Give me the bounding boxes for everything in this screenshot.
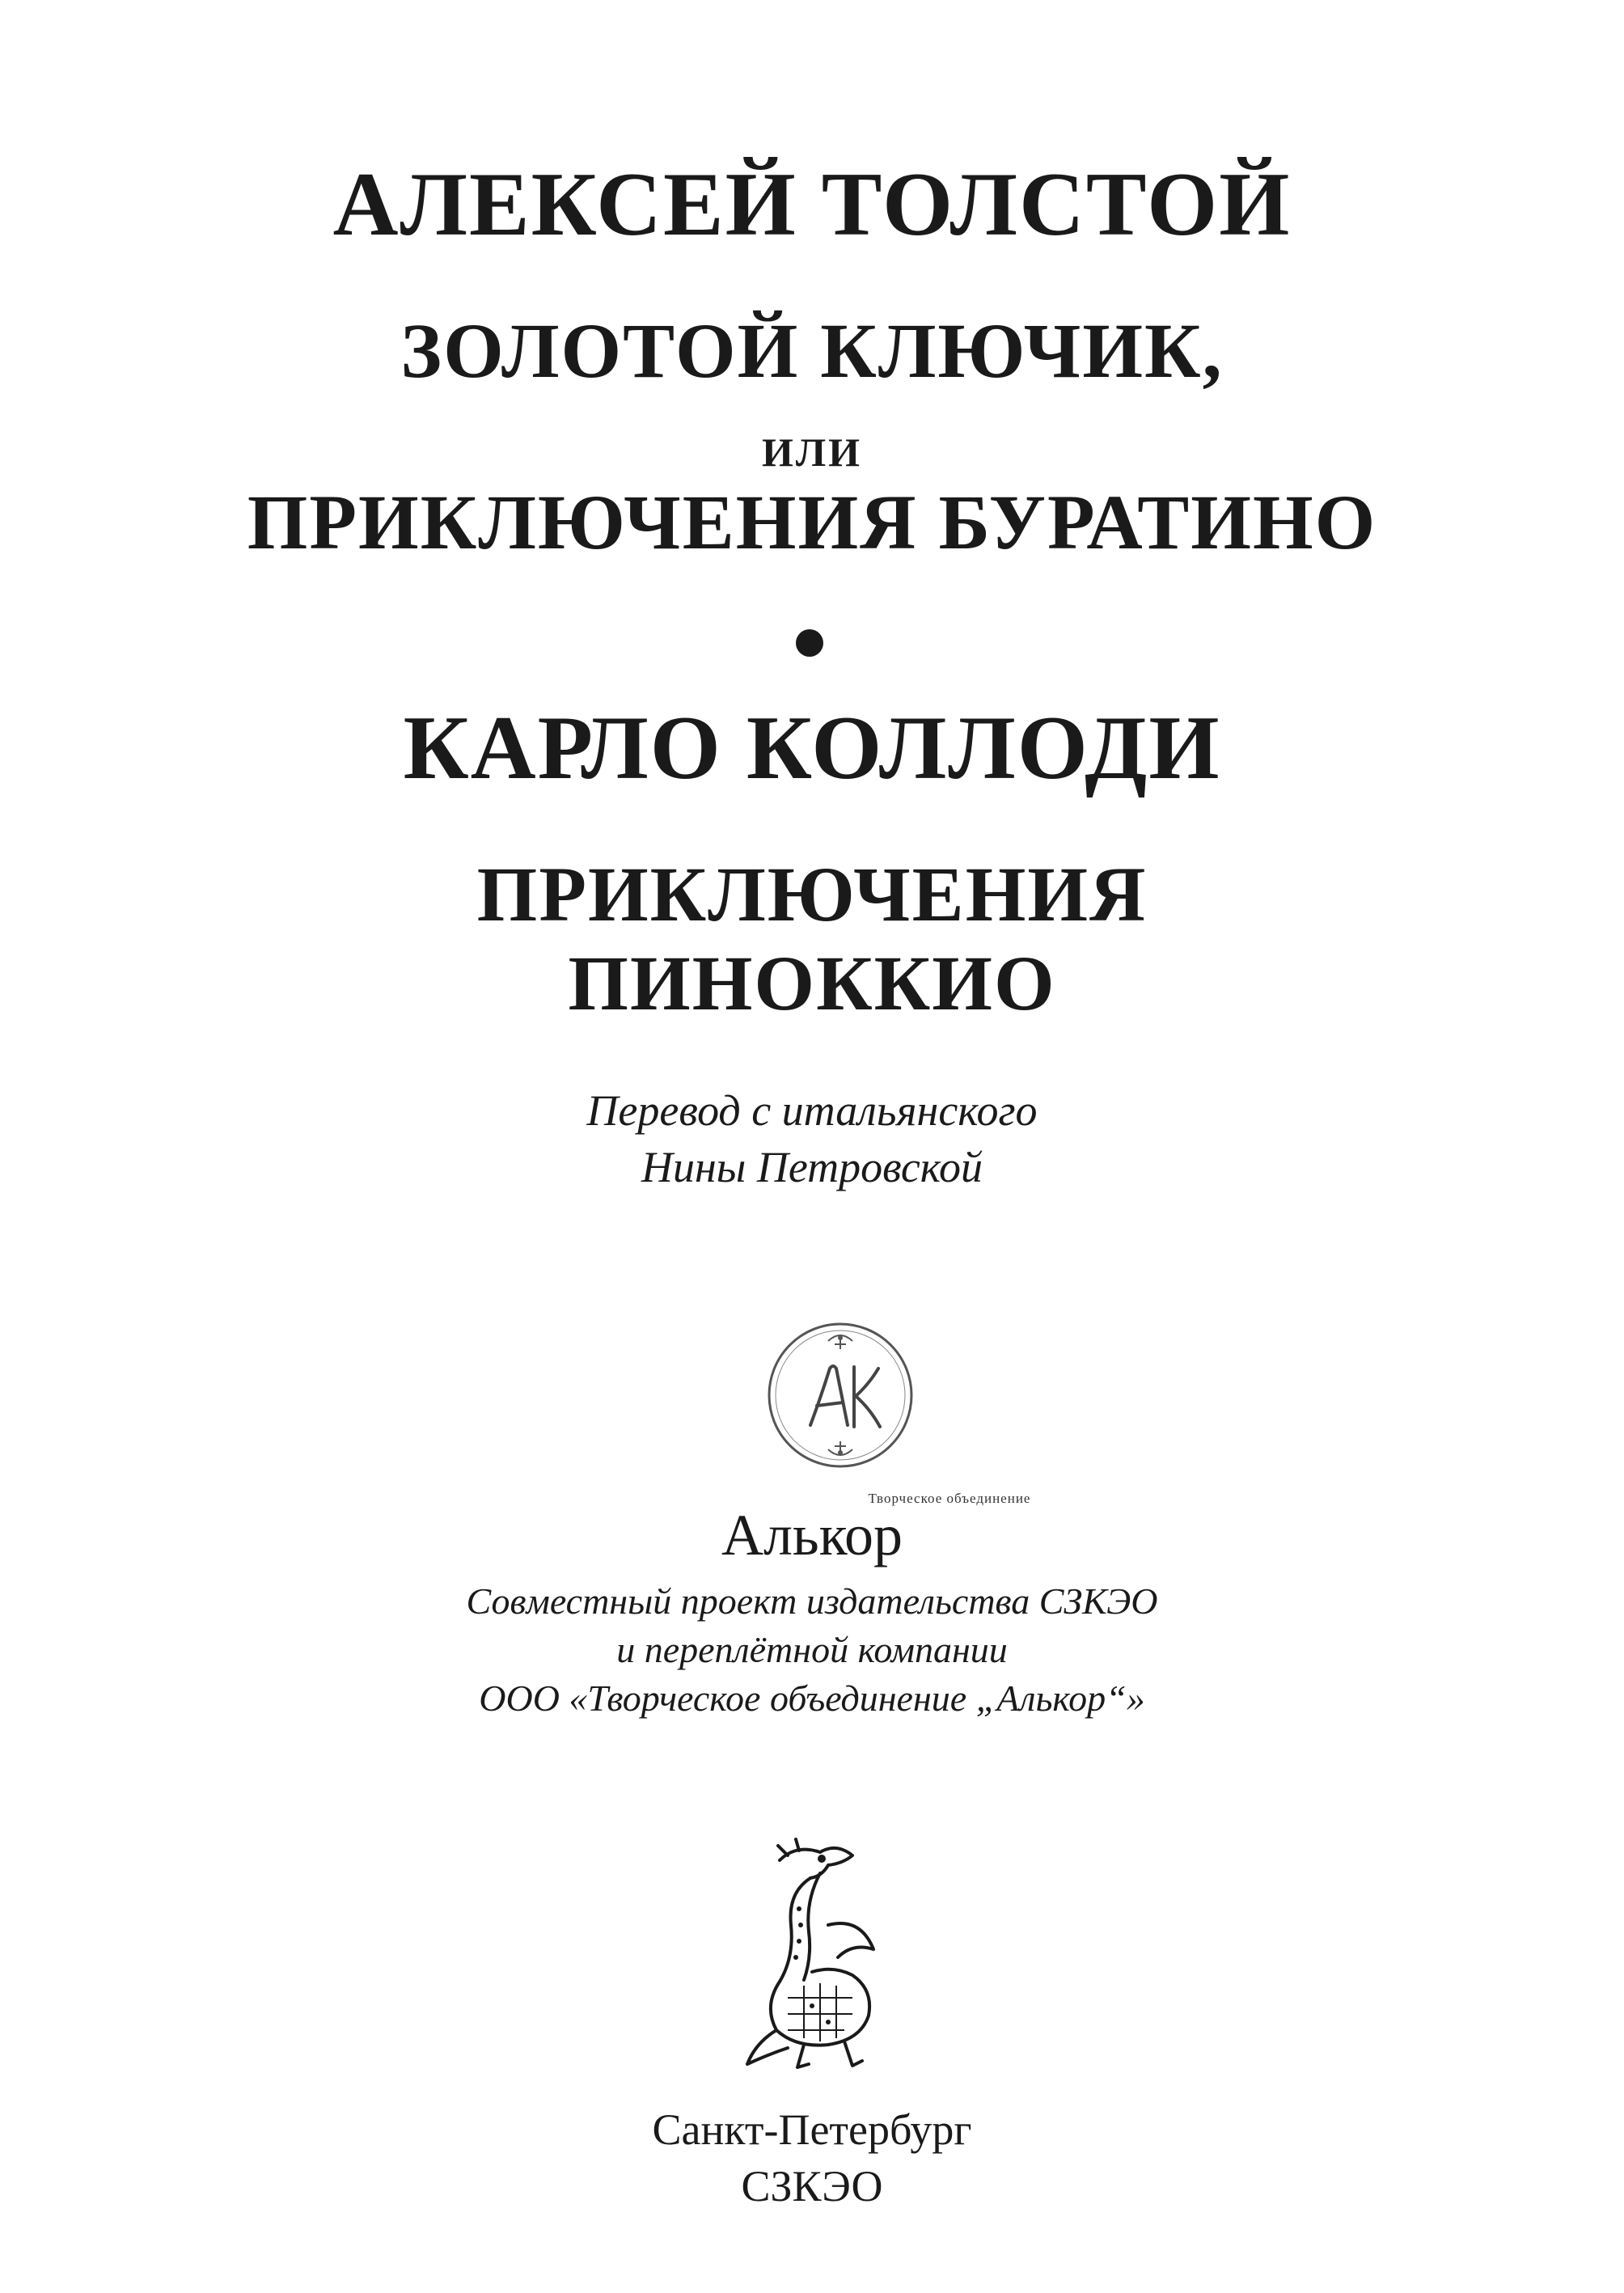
first-title-conjunction: или — [761, 414, 863, 479]
translation-credit-line-1: Перевод с итальянского — [586, 1086, 1038, 1135]
logo-tagline: Творческое объединение — [868, 1491, 1031, 1506]
first-author: АЛЕКСЕЙ ТОЛСТОЙ — [332, 154, 1292, 255]
bullet-separator — [796, 629, 823, 657]
first-title-line-1: ЗОЛОТОЙ КЛЮЧИК, — [400, 307, 1224, 394]
translation-credit-line-2: Нины Петровской — [641, 1143, 983, 1191]
imprint-city: Санкт-Петербург — [652, 2105, 972, 2154]
project-line-3: ООО «Творческое объединение „Алькор“» — [479, 1677, 1145, 1719]
project-line-1: Совместный проект издательства СЗКЭО — [466, 1580, 1158, 1622]
second-title-line-2: ПИНОККИО — [568, 940, 1056, 1026]
logo-name: Алькор — [721, 1503, 903, 1567]
alkor-logo-icon — [763, 1318, 917, 1472]
first-title-line-3: ПРИКЛЮЧЕНИЯ БУРАТИНО — [247, 479, 1377, 565]
imprint-publisher: СЗКЭО — [741, 2162, 883, 2211]
second-title-line-1: ПРИКЛЮЧЕНИЯ — [476, 851, 1148, 937]
second-author: КАРЛО КОЛЛОДИ — [403, 698, 1221, 798]
project-line-2: и переплётной компании — [616, 1629, 1008, 1670]
dragon-emblem-icon — [731, 1836, 909, 2079]
